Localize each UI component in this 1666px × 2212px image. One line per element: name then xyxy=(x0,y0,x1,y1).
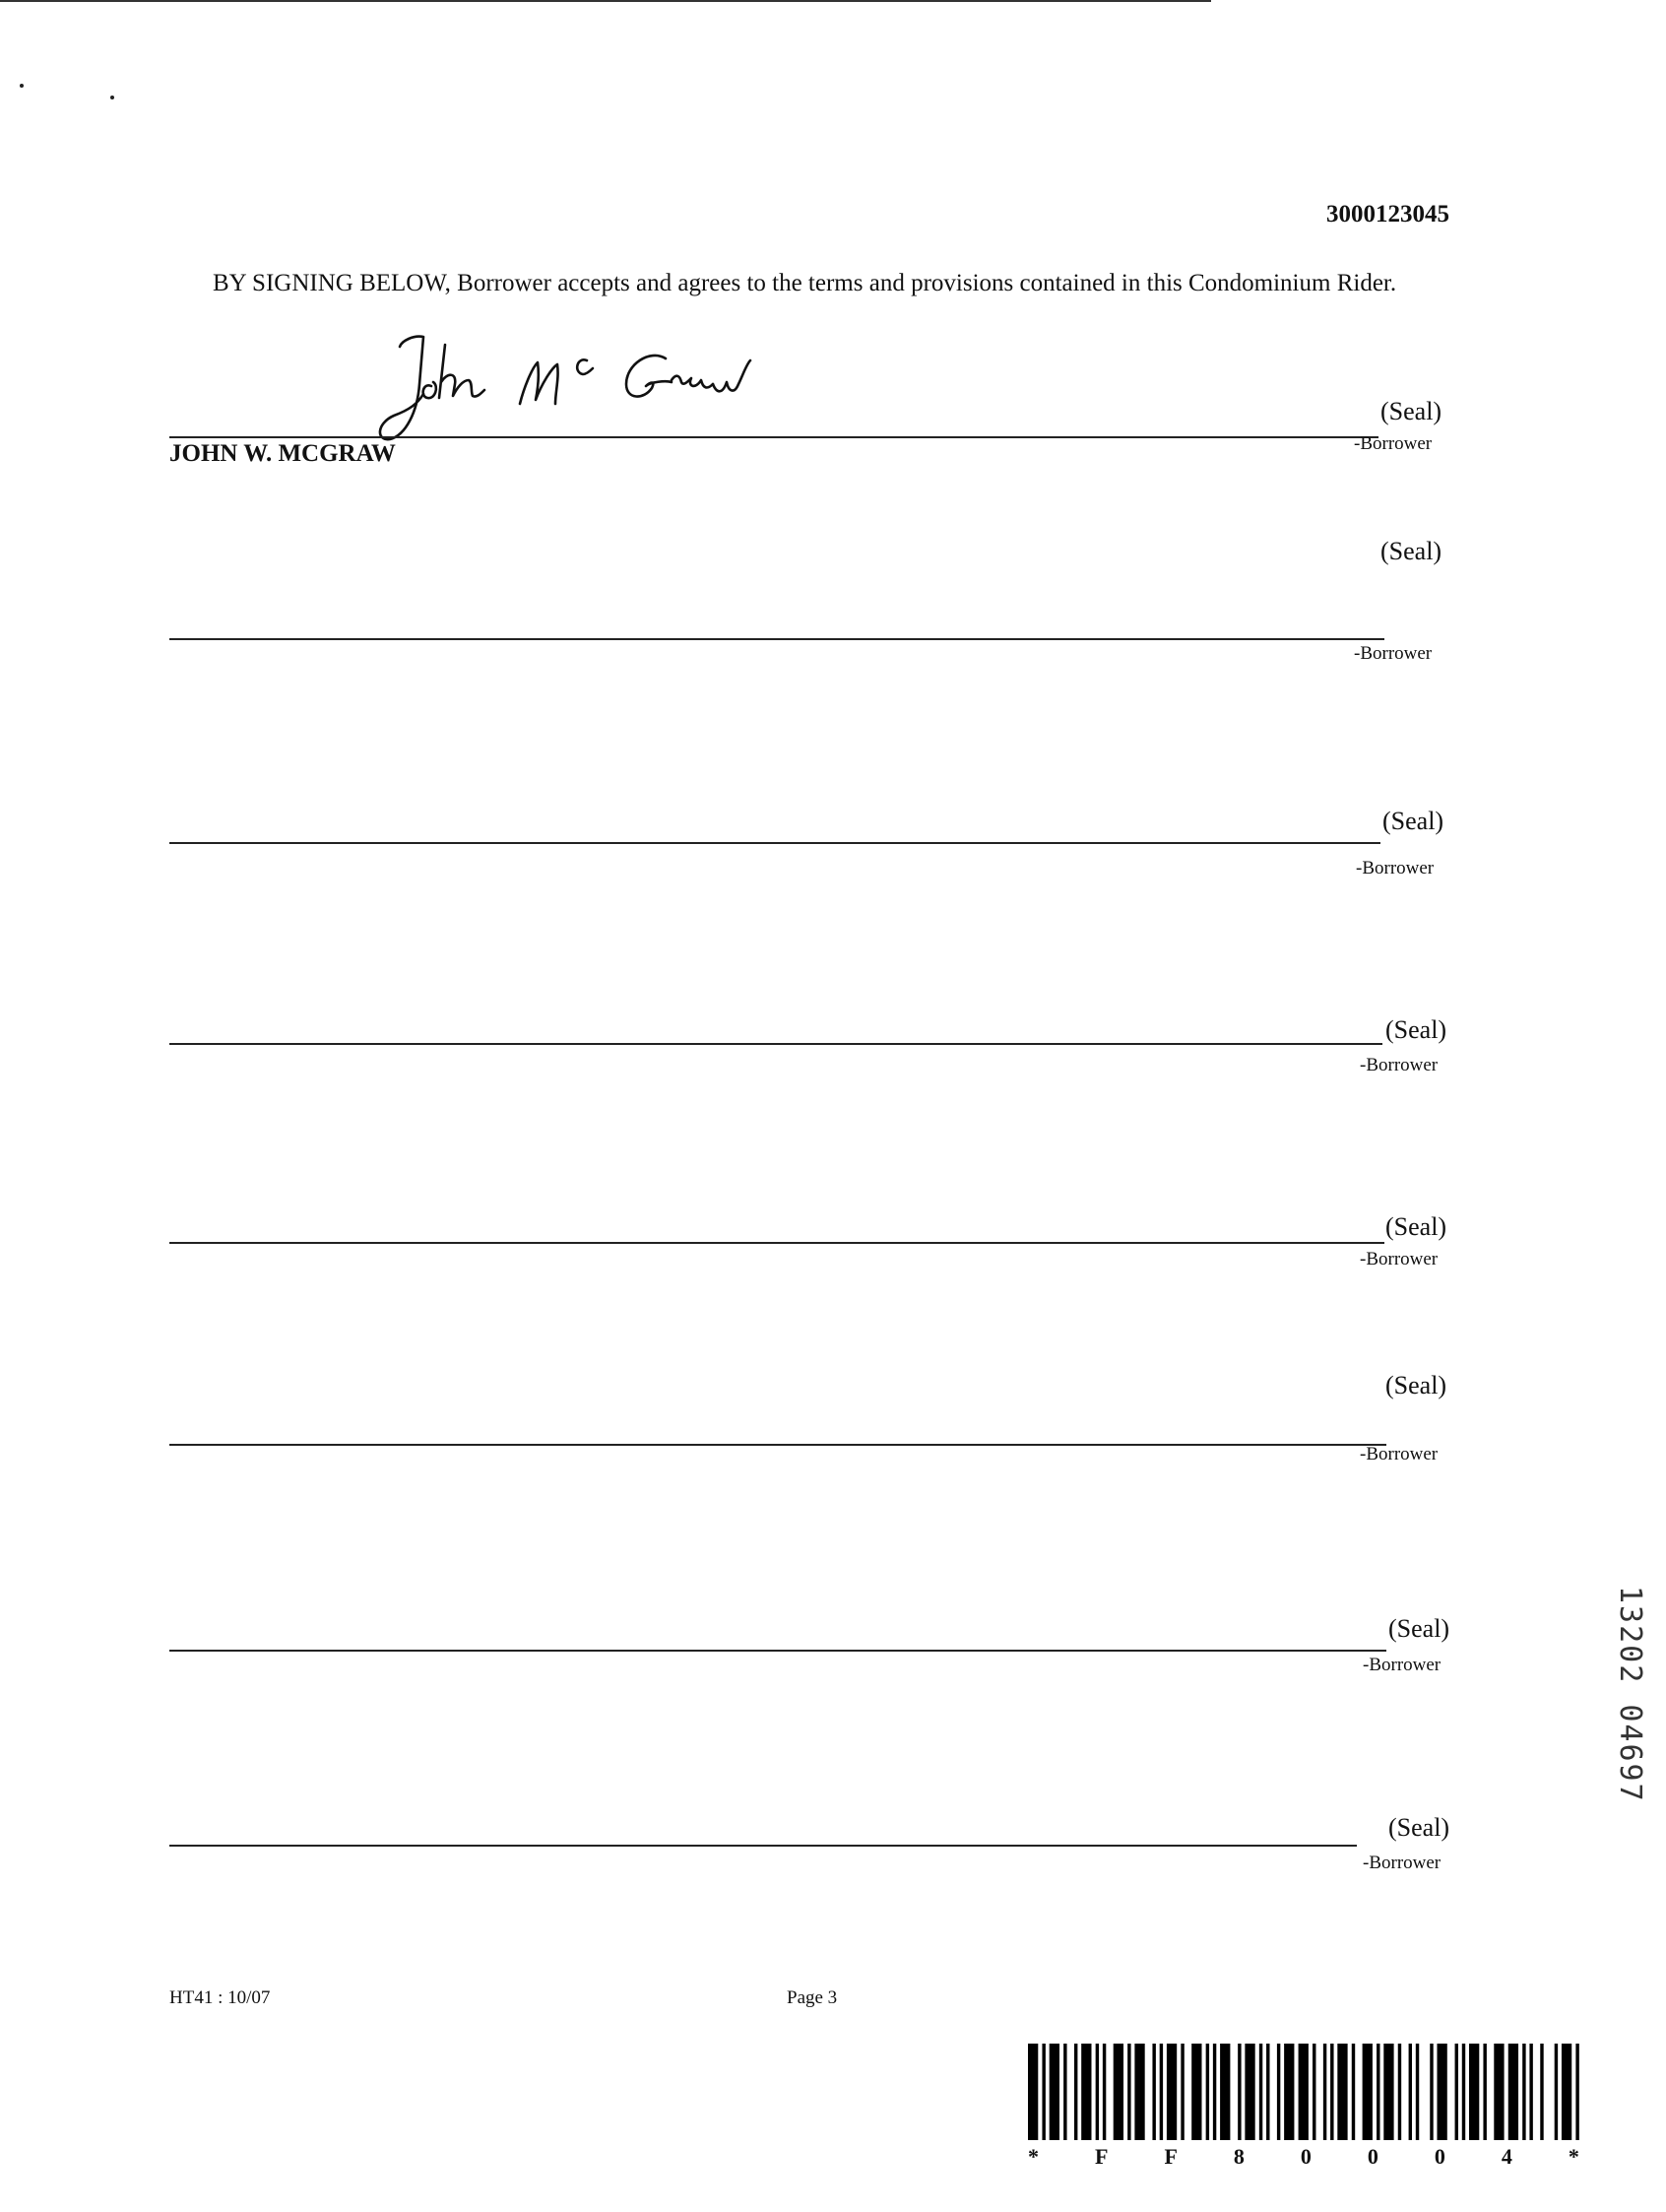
barcode-char: F xyxy=(1164,2144,1178,2169)
seal-label: (Seal) xyxy=(1385,1371,1447,1399)
side-stamp-number: 13202 04697 xyxy=(1613,1586,1647,1803)
barcode-bar xyxy=(1313,2044,1315,2140)
barcode-char: 8 xyxy=(1233,2144,1245,2169)
barcode-bar xyxy=(1191,2044,1201,2140)
barcode-bar xyxy=(1081,2044,1091,2140)
barcode-bar xyxy=(1575,2044,1578,2140)
barcode-bar xyxy=(1562,2044,1571,2140)
barcode-bar xyxy=(1277,2044,1280,2140)
barcode-bar xyxy=(1377,2044,1379,2140)
barcode-bar xyxy=(1323,2044,1326,2140)
barcode-bar xyxy=(1363,2044,1373,2140)
borrower-label: -Borrower xyxy=(1360,1249,1439,1269)
barcode-bar xyxy=(1494,2044,1504,2140)
barcode-bar xyxy=(1259,2044,1262,2140)
barcode-bar xyxy=(1284,2044,1294,2140)
barcode-bar xyxy=(1398,2044,1401,2140)
signature-line xyxy=(169,1043,1382,1045)
barcode-text xyxy=(1028,2144,1579,2170)
borrower-label: -Borrower xyxy=(1356,858,1435,878)
barcode-bar xyxy=(1409,2044,1412,2140)
seal-label: (Seal) xyxy=(1380,537,1442,565)
barcode-bar xyxy=(1152,2044,1155,2140)
signature-image xyxy=(354,325,807,453)
barcode-bar xyxy=(1063,2044,1066,2140)
barcode-bar xyxy=(1213,2044,1216,2140)
barcode-bar xyxy=(1042,2044,1045,2140)
barcode-bar xyxy=(1462,2044,1465,2140)
signature-line xyxy=(169,638,1384,640)
seal-label: (Seal) xyxy=(1380,397,1442,425)
barcode-bar xyxy=(1416,2044,1419,2140)
scan-speck xyxy=(20,84,24,88)
barcode-bar xyxy=(1238,2044,1241,2140)
barcode-char: 0 xyxy=(1300,2144,1312,2169)
barcode-bar xyxy=(1437,2044,1446,2140)
seal-label: (Seal) xyxy=(1388,1614,1450,1643)
barcode-bar xyxy=(1469,2044,1479,2140)
scan-top-border xyxy=(0,0,1211,2)
barcode-bar xyxy=(1529,2044,1532,2140)
barcode-bar xyxy=(1540,2044,1543,2140)
signature-line xyxy=(169,436,1378,438)
barcode-char: * xyxy=(1568,2144,1579,2169)
borrower-label: -Borrower xyxy=(1354,643,1433,664)
borrower-label: -Borrower xyxy=(1354,433,1433,454)
barcode-bar xyxy=(1028,2044,1038,2140)
barcode-bar xyxy=(1114,2044,1123,2140)
barcode-bar xyxy=(1074,2044,1077,2140)
barcode-bar xyxy=(1220,2044,1230,2140)
barcode-bar xyxy=(1181,2044,1184,2140)
barcode-bar xyxy=(1455,2044,1458,2140)
barcode-bar xyxy=(1096,2044,1099,2140)
barcode-image xyxy=(1028,2044,1579,2140)
signature-line xyxy=(169,1444,1386,1446)
barcode-bar xyxy=(1050,2044,1059,2140)
barcode-bar xyxy=(1430,2044,1433,2140)
form-id: HT41 : 10/07 xyxy=(169,1987,271,2008)
barcode-char: 4 xyxy=(1501,2144,1512,2169)
signature-line xyxy=(169,1845,1357,1847)
seal-label: (Seal) xyxy=(1385,1212,1447,1241)
document-number: 3000123045 xyxy=(1326,201,1449,228)
seal-label: (Seal) xyxy=(1382,807,1444,835)
barcode-bar xyxy=(1167,2044,1177,2140)
barcode-bar xyxy=(1206,2044,1209,2140)
barcode-bar xyxy=(1522,2044,1525,2140)
barcode-bar xyxy=(1330,2044,1333,2140)
barcode-bar xyxy=(1134,2044,1144,2140)
barcode-bar xyxy=(1555,2044,1558,2140)
signature-line xyxy=(169,1650,1386,1652)
signature-line xyxy=(169,842,1380,844)
borrower-label: -Borrower xyxy=(1363,1853,1442,1873)
barcode-char: F xyxy=(1095,2144,1109,2169)
barcode-bar xyxy=(1383,2044,1393,2140)
barcode-char: 0 xyxy=(1367,2144,1378,2169)
scan-speck xyxy=(110,96,114,99)
barcode-bar xyxy=(1337,2044,1347,2140)
page-number: Page 3 xyxy=(787,1987,838,2008)
barcode-bar xyxy=(1127,2044,1130,2140)
barcode-char: 0 xyxy=(1434,2144,1445,2169)
barcode-bar xyxy=(1352,2044,1355,2140)
signature-line xyxy=(169,1242,1384,1244)
signer-name: JOHN W. MCGRAW xyxy=(169,440,396,467)
barcode-bar xyxy=(1508,2044,1518,2140)
seal-label: (Seal) xyxy=(1388,1813,1450,1842)
borrower-label: -Borrower xyxy=(1363,1655,1442,1675)
barcode-bar xyxy=(1299,2044,1309,2140)
seal-label: (Seal) xyxy=(1385,1015,1447,1044)
barcode-bar xyxy=(1266,2044,1269,2140)
barcode-bar xyxy=(1245,2044,1254,2140)
barcode-bar xyxy=(1160,2044,1163,2140)
barcode-char: * xyxy=(1028,2144,1039,2169)
borrower-label: -Borrower xyxy=(1360,1444,1439,1464)
barcode-bar xyxy=(1103,2044,1106,2140)
barcode-bar xyxy=(1483,2044,1486,2140)
borrower-label: -Borrower xyxy=(1360,1055,1439,1075)
agreement-paragraph: BY SIGNING BELOW, Borrower accepts and agrees to the terms and provisions contained in this Condominium Rider. xyxy=(213,270,1397,296)
